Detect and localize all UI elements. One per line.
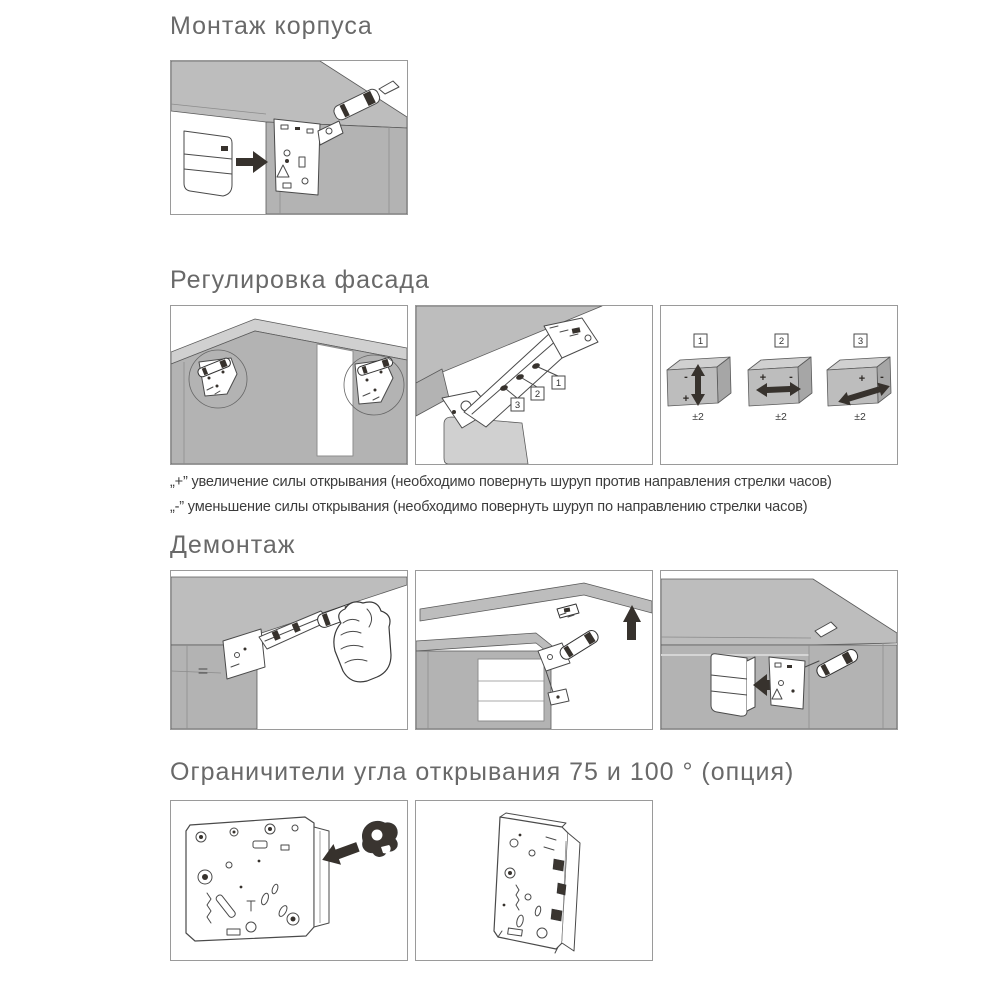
lift-mechanism-plate <box>274 119 320 195</box>
angle-limiter-part <box>362 821 397 856</box>
note-plus: „+” увеличение силы открывания (необходимо повернуть шуруп против направления стрелки часов) <box>170 473 832 490</box>
callout-2-label: 2 <box>534 389 541 400</box>
section-title-assembly: Монтаж корпуса <box>170 12 373 40</box>
adjuster-3-sign-right: - <box>880 371 884 383</box>
adjuster-2-tolerance: ±2 <box>775 411 787 423</box>
cover-cap <box>184 131 232 196</box>
panel-limiter-install <box>170 800 408 961</box>
section-title-limiters: Ограничители угла открывания 75 и 100 ° (опция) <box>170 758 795 786</box>
adjuster-3 <box>827 334 892 423</box>
mechanism-plate-side <box>494 813 580 953</box>
adjuster-2-sign-left: + <box>759 372 767 384</box>
panel-adjustment-closeup <box>415 305 653 465</box>
arrow-right-icon <box>236 151 268 173</box>
adjuster-2-num: 2 <box>778 336 785 347</box>
removal-step3-illustration <box>661 571 897 729</box>
section-title-adjustment: Регулировка фасада <box>170 266 430 294</box>
panel-limiter-installed <box>415 800 653 961</box>
removal-step2-illustration <box>416 571 652 729</box>
adjuster-3-tolerance: ±2 <box>854 411 866 423</box>
adjuster-3-num: 3 <box>857 336 864 347</box>
adjustment-overview-illustration <box>171 306 407 464</box>
adjuster-1-sign-bottom: + <box>682 393 690 405</box>
panel-removal-step1 <box>170 570 408 730</box>
panel-adjustment-overview <box>170 305 408 465</box>
panel-adjustment-directions <box>660 305 898 465</box>
adjuster-1-num: 1 <box>697 336 704 347</box>
adjuster-1-sign-top: - <box>684 371 688 383</box>
limiter-installed-illustration <box>416 801 652 960</box>
cover-cap-removed <box>711 654 755 716</box>
callout-3-label: 3 <box>514 400 521 411</box>
adjuster-1 <box>667 334 731 423</box>
limiter-install-illustration <box>171 801 407 960</box>
adjustment-directions-diagram <box>661 306 897 464</box>
lifted-top-panel <box>420 583 652 621</box>
panel-removal-step3 <box>660 570 898 730</box>
arrow-up-icon <box>623 605 641 640</box>
adjuster-3-sign-left: + <box>858 373 866 385</box>
note-minus: „-” уменьшение силы открывания (необходимо повернуть шуруп по направлению стрелки часов) <box>170 498 808 515</box>
mechanism-plate-front <box>186 817 329 941</box>
panel-assembly <box>170 60 408 215</box>
hand <box>334 602 391 682</box>
adjuster-2-sign-right: - <box>789 371 793 383</box>
callout-1-label: 1 <box>555 378 562 389</box>
adjuster-2 <box>748 334 812 423</box>
assembly-illustration <box>171 61 407 214</box>
removal-step1-illustration <box>171 571 407 729</box>
cabinet-body <box>416 633 561 729</box>
section-title-removal: Демонтаж <box>170 531 296 559</box>
adjuster-1-tolerance: ±2 <box>692 411 704 423</box>
panel-removal-step2 <box>415 570 653 730</box>
adjustment-closeup-illustration <box>416 306 652 464</box>
